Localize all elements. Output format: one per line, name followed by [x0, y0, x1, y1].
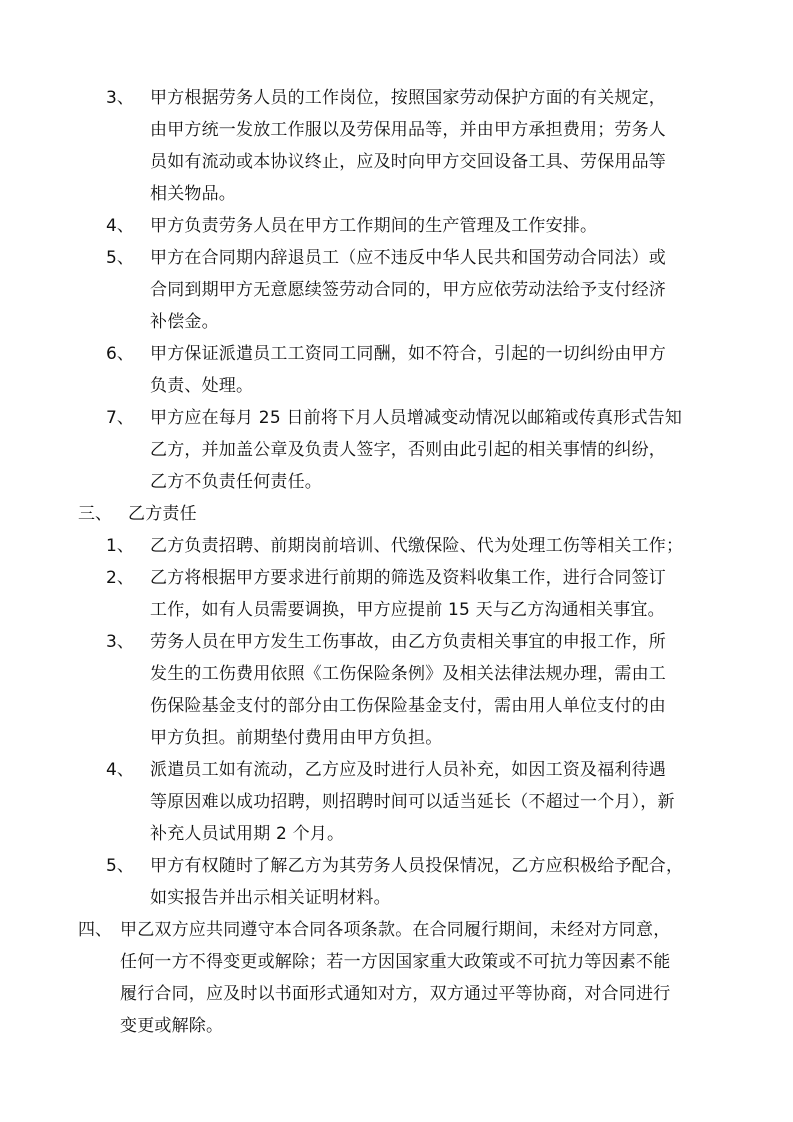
item-number: 4、: [106, 216, 134, 236]
item-text-line: 补偿金。: [150, 312, 219, 332]
item-number: 1、: [106, 536, 134, 556]
item-text-line: 甲方负担。前期垫付费用由甲方负担。: [150, 728, 443, 748]
section-number: 三、: [78, 504, 112, 524]
item-text-line: 甲方根据劳务人员的工作岗位，按照国家劳动保护方面的有关规定，: [150, 88, 666, 108]
item-text-line: 工作，如有人员需要调换，甲方应提前 15 天与乙方沟通相关事宜。: [150, 600, 665, 620]
item-text-line: 劳务人员在甲方发生工伤事故，由乙方负责相关事宜的申报工作，所: [150, 632, 666, 652]
item-number: 2、: [106, 568, 134, 588]
item-text-line: 合同到期甲方无意愿续签劳动合同的，甲方应依劳动法给予支付经济: [150, 280, 666, 300]
item-text-line: 伤保险基金支付的部分由工伤保险基金支付，需由用人单位支付的由: [150, 696, 666, 716]
item-number: 4、: [106, 760, 134, 780]
item-text-line: 如实报告并出示相关证明材料。: [150, 888, 391, 908]
item-number: 7、: [106, 408, 134, 428]
item-text-line: 乙方将根据甲方要求进行前期的筛选及资料收集工作，进行合同签订: [150, 568, 666, 588]
item-text-line: 由甲方统一发放工作服以及劳保用品等，并由甲方承担费用；劳务人: [150, 120, 666, 140]
item-text-line: 乙方，并加盖公章及负责人签字，否则由此引起的相关事情的纠纷，: [150, 440, 666, 460]
item-text-line: 相关物品。: [150, 184, 236, 204]
item-number: 5、: [106, 856, 134, 876]
item-text-line: 补充人员试用期 2 个月。: [150, 824, 345, 844]
section-text-line: 履行合同，应及时以书面形式通知对方，双方通过平等协商，对合同进行: [120, 984, 671, 1004]
item-text-line: 负责、处理。: [150, 376, 254, 396]
item-text-line: 甲方有权随时了解乙方为其劳务人员投保情况，乙方应积极给予配合，: [150, 856, 684, 876]
section-title: 乙方责任: [128, 504, 197, 524]
section-text-line: 任何一方不得变更或解除；若一方因国家重大政策或不可抗力等因素不能: [120, 952, 671, 972]
item-number: 3、: [106, 88, 134, 108]
item-text-line: 甲方保证派遣员工工资同工同酬，如不符合，引起的一切纠纷由甲方: [150, 344, 666, 364]
section-text-line: 甲乙双方应共同遵守本合同各项条款。在合同履行期间，未经对方同意，: [120, 920, 671, 940]
item-text-line: 乙方负责招聘、前期岗前培训、代缴保险、代为处理工伤等相关工作；: [150, 536, 684, 556]
item-text-line: 甲方在合同期内辞退员工（应不违反中华人民共和国劳动合同法）或: [150, 248, 666, 268]
item-number: 6、: [106, 344, 134, 364]
item-text-line: 甲方应在每月 25 日前将下月人员增减变动情况以邮箱或传真形式告知: [150, 408, 683, 428]
item-text-line: 乙方不负责任何责任。: [150, 472, 322, 492]
section-number: 四、: [78, 920, 112, 940]
item-text-line: 发生的工伤费用依照《工伤保险条例》及相关法律法规办理，需由工: [150, 664, 666, 684]
item-text-line: 等原因难以成功招聘，则招聘时间可以适当延长（不超过一个月），新: [150, 792, 675, 812]
section-text-line: 变更或解除。: [120, 1016, 224, 1036]
item-text-line: 甲方负责劳务人员在甲方工作期间的生产管理及工作安排。: [150, 216, 598, 236]
item-text-line: 员如有流动或本协议终止，应及时向甲方交回设备工具、劳保用品等: [150, 152, 666, 172]
item-number: 5、: [106, 248, 134, 268]
item-text-line: 派遣员工如有流动，乙方应及时进行人员补充，如因工资及福利待遇: [150, 760, 666, 780]
item-number: 3、: [106, 632, 134, 652]
